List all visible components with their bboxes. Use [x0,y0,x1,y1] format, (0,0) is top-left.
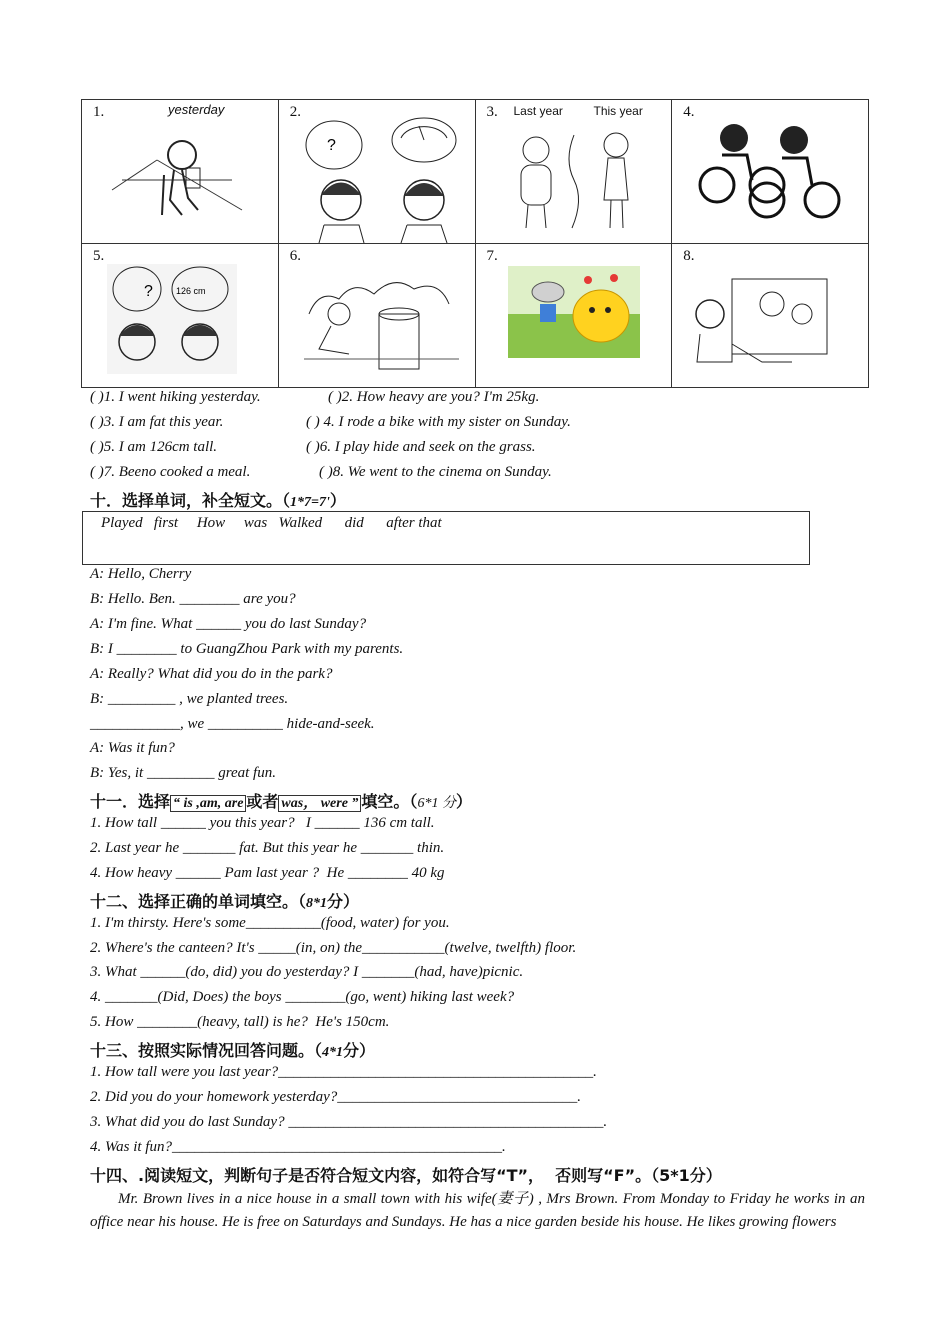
hiking-boy-illustration [82,100,278,243]
dialogue-line: A: Was it fun? [90,740,175,756]
picture-caption: yesterday [168,102,225,117]
picture-number: 6. [289,248,301,264]
caption-last-year: Last year [513,104,563,118]
svg-text:?: ? [144,283,153,300]
matching-item-4: ( ) 4. I rode a bike with my sister on Sunday. [306,414,571,430]
dialogue-line: B: _________ , we planted trees. [90,691,289,707]
beeno-cooking-illustration [476,244,672,387]
picture-table [81,99,869,388]
picture-number: 1. [93,104,105,120]
matching-item-3: ( )3. I am fat this year. [90,414,224,430]
picture-cell-6 [278,244,475,388]
reading-passage: Mr. Brown lives in a nice house in a small town with his wife(妻子) , Mrs Brown. From Monday to Friday he works in an office near his house. He is free on Saturdays and Sundays. He has a nice garden beside his house. He likes growing flowers [90,1191,865,1230]
answer-item: 1. How tall were you last year?__________________________________________. [90,1064,597,1080]
option-box-is-am-are: “ is ,am, are [170,795,246,812]
answer-item: 2. Did you do your homework yesterday?________________________________. [90,1089,582,1105]
height-compare-illustration [82,244,278,387]
word-bank-words: Played first How was Walked did after that [101,515,442,531]
matching-item-1: ( )1. I went hiking yesterday. [90,389,261,405]
matching-item-2: ( )2. How heavy are you? I'm 25kg. [328,389,540,405]
dialogue-line: ____________, we __________ hide-and-seek. [90,716,375,732]
caption-this-year: This year [593,104,643,118]
svg-text:?: ? [326,137,336,154]
section-14-title: 十四、.阅读短文，判断句子是否符合短文内容，如符合写“T”， 否则写“F”。（5*1分） [90,1166,722,1185]
picture-cell-1 [82,100,279,244]
choose-item: 3. What ______(do, did) you do yesterday? I _______(had, have)picnic. [90,964,524,980]
section-13-title: 十三、按照实际情况回答问题。（4*1分） [90,1041,376,1060]
bike-riding-illustration [672,100,868,243]
choose-item: 2. Where's the canteen? It's _____(in, on) the___________(twelve, twelfth) floor. [90,940,577,956]
section-10-title: 十．选择单词，补全短文。（1*7=7'） [90,491,346,510]
matching-item-8: ( )8. We went to the cinema on Sunday. [319,464,552,480]
picture-number: 3. [486,104,498,120]
fat-thin-girl-illustration [476,100,672,243]
picture-number: 4. [683,104,695,120]
picture-number: 2. [289,104,301,120]
dialogue-line: A: Really? What did you do in the park? [90,666,333,682]
picture-cell-8 [672,244,869,388]
park-hide-seek-illustration [279,244,475,387]
word-bank [82,511,810,565]
picture-cell-7 [475,244,672,388]
dialogue-line: A: I'm fine. What ______ you do last Sunday? [90,616,367,632]
dialogue-line: B: Hello. Ben. ________ are you? [90,591,296,607]
fill-item: 2. Last year he _______ fat. But this year he _______ thin. [90,840,445,856]
fill-item: 4. How heavy ______ Pam last year ? He ________ 40 kg [90,865,445,881]
picture-cell-4 [672,100,869,244]
scale-label: 126 cm [176,286,206,296]
dialogue-line: B: I ________ to GuangZhou Park with my parents. [90,641,404,657]
picture-number: 8. [683,248,695,264]
option-box-was-were: was， were ” [278,795,361,812]
matching-item-6: ( )6. I play hide and seek on the grass. [306,439,536,455]
dialogue-line: B: Yes, it _________ great fun. [90,765,276,781]
picture-number: 7. [486,248,498,264]
choose-item: 1. I'm thirsty. Here's some__________(food, water) for you. [90,915,450,931]
matching-item-7: ( )7. Beeno cooked a meal. [90,464,251,480]
picture-number: 5. [93,248,105,264]
picture-cell-2 [278,100,475,244]
matching-item-5: ( )5. I am 126cm tall. [90,439,218,455]
weight-scale-illustration [279,100,475,243]
section-12-title: 十二、选择正确的单词填空。（8*1分） [90,892,360,911]
cinema-illustration [672,244,868,387]
section-11-title: 十一．选择 “ is ,am, are 或者 was， were ” 填空。（6*1 分） [90,792,472,811]
choose-item: 4. _______(Did, Does) the boys ________(go, went) hiking last week? [90,989,515,1005]
fill-item: 1. How tall ______ you this year? I ______ 136 cm tall. [90,815,435,831]
answer-item: 4. Was it fun?____________________________________________. [90,1139,506,1155]
picture-cell-5 [82,244,279,388]
picture-cell-3 [475,100,672,244]
dialogue-line: A: Hello, Cherry [90,566,192,582]
choose-item: 5. How ________(heavy, tall) is he? He's 150cm. [90,1014,390,1030]
answer-item: 3. What did you do last Sunday? __________________________________________. [90,1114,608,1130]
